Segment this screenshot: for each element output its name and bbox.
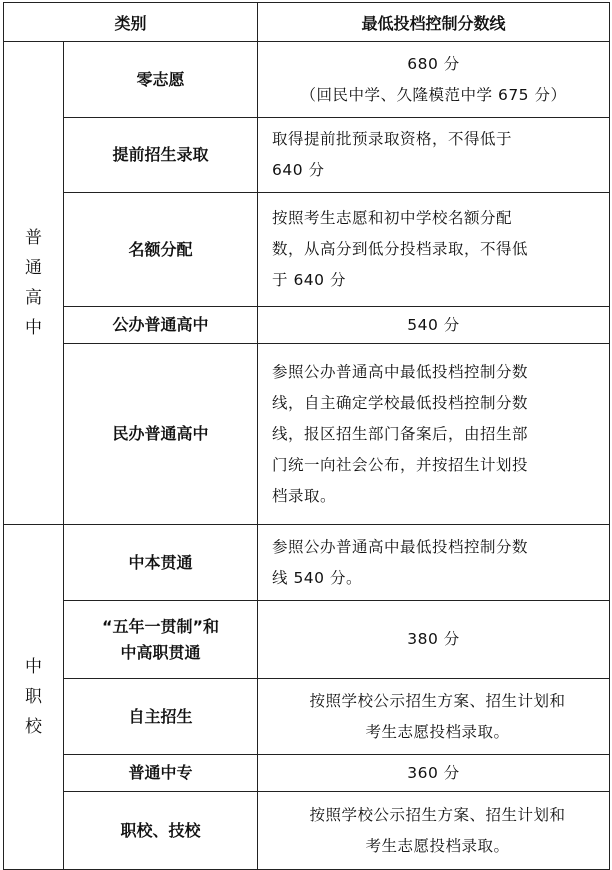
header-category: 类别 [4,3,258,42]
table-row [4,118,610,193]
category-cell: 提前招生录取 [64,118,258,193]
value-cell: 380 分 [258,601,610,679]
category-cell: 普通中专 [64,755,258,792]
category-cell: “五年一贯制”和 中高职贯通 [64,601,258,679]
category-cell: 名额分配 [64,193,258,307]
category-cell: 零志愿 [64,42,258,118]
value-cell: 680 分 （回民中学、久隆模范中学 675 分） [258,42,610,118]
group-char: 通 [25,258,42,278]
value-cell: 取得提前批预录取资格，不得低于 640 分 [258,118,610,193]
table-row [4,525,610,601]
table-row [4,755,610,792]
table-row [4,42,610,118]
group-char: 职 [25,687,42,707]
category-cell: 职校、技校 [64,792,258,870]
group-char: 普 [25,228,42,248]
group-char: 中 [25,657,42,677]
group-char: 中 [25,318,42,338]
value-cell: 按照考生志愿和初中学校名额分配 数，从高分到低分投档录取，不得低 于 640 分 [258,193,610,307]
value-cell: 540 分 [258,307,610,344]
table-row [4,601,610,679]
value-cell: 按照学校公示招生方案、招生计划和 考生志愿投档录取。 [258,679,610,755]
category-cell: 公办普通高中 [64,307,258,344]
group-vocational-school [4,525,64,870]
category-cell: 自主招生 [64,679,258,755]
category-cell: 民办普通高中 [64,344,258,525]
header-score: 最低投档控制分数线 [258,3,610,42]
value-cell: 参照公办普通高中最低投档控制分数 线，自主确定学校最低投档控制分数 线，报区招生部门备案后，由招生部 门统一向社会公布，并按招生计划投 档录取。 [258,344,610,525]
category-cell: 中本贯通 [64,525,258,601]
value-cell: 参照公办普通高中最低投档控制分数 线 540 分。 [258,525,610,601]
table-row [4,344,610,525]
group-char: 高 [25,288,42,308]
table-header-row [4,3,610,42]
value-cell: 360 分 [258,755,610,792]
group-char: 校 [25,717,42,737]
table-row [4,307,610,344]
value-cell: 按照学校公示招生方案、招生计划和 考生志愿投档录取。 [258,792,610,870]
table-row [4,193,610,307]
group-general-high-school [4,42,64,525]
table-row [4,792,610,870]
table-row [4,679,610,755]
score-table [3,2,610,870]
